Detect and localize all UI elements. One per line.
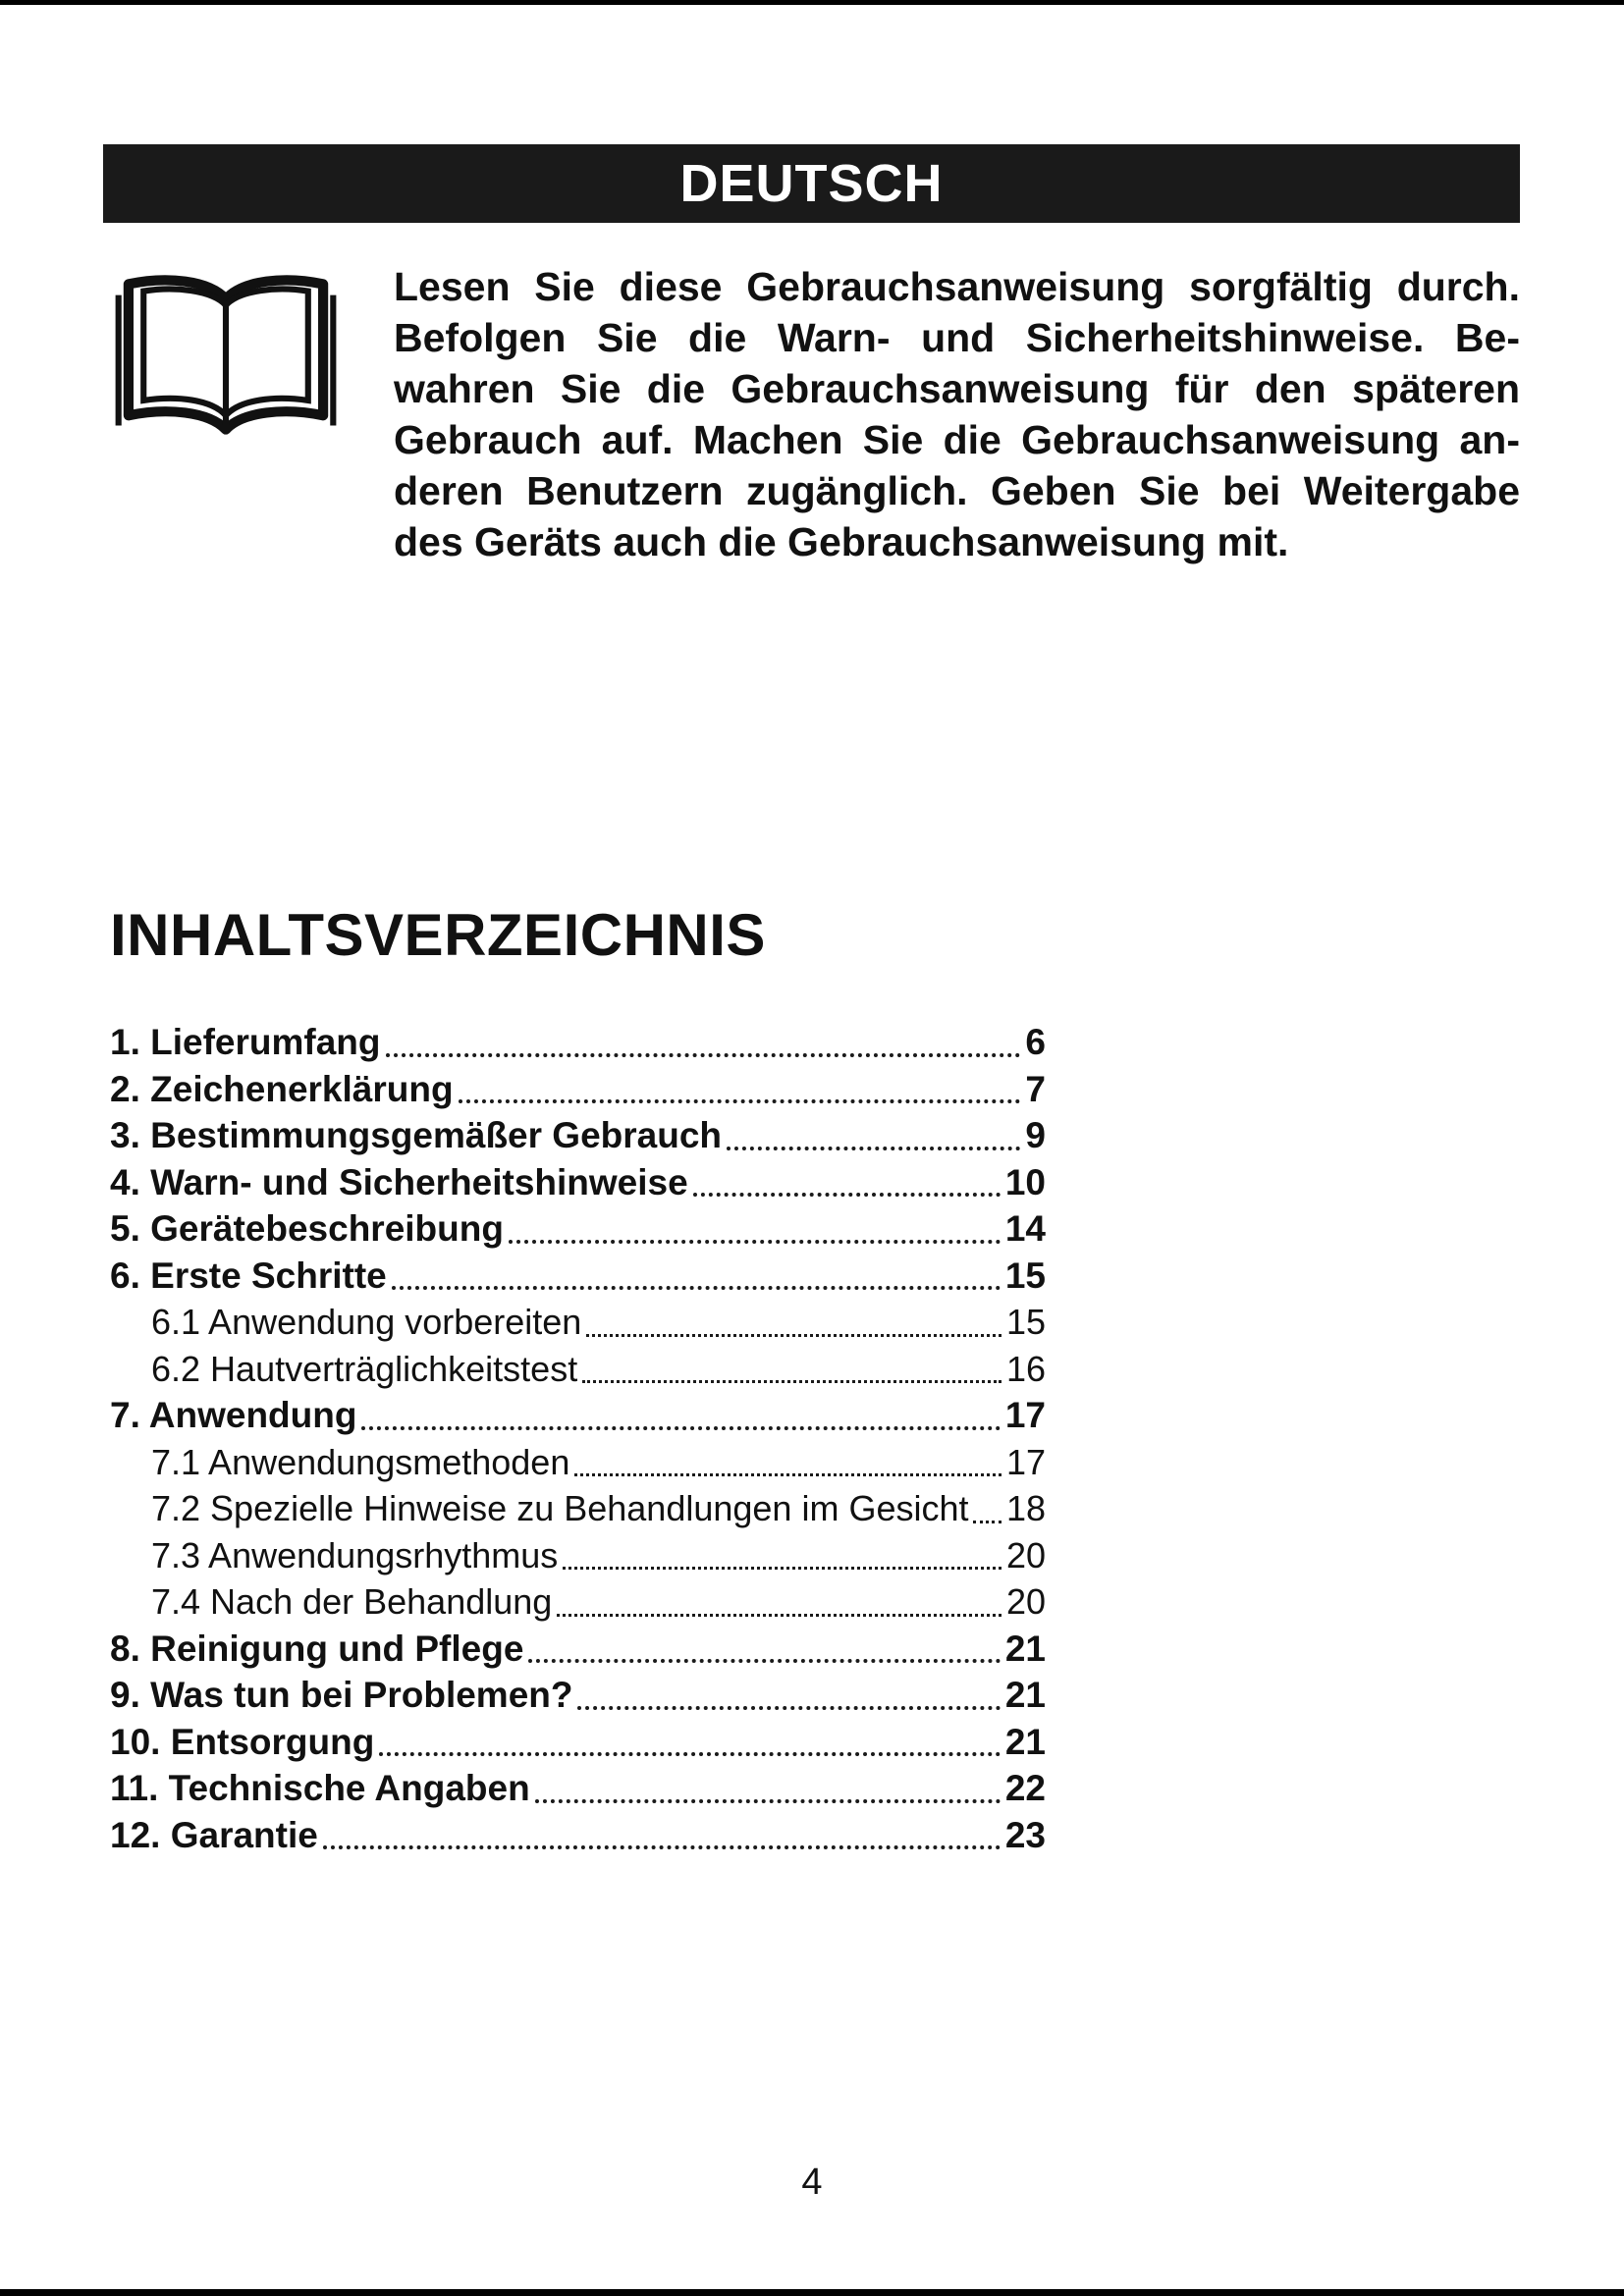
toc-entry-page: 15 [1004, 1255, 1046, 1296]
page-number: 4 [801, 2162, 823, 2203]
toc-entry-label: 8. Reinigung und Pflege [110, 1628, 524, 1669]
toc-entry-page: 21 [1004, 1675, 1046, 1715]
language-banner-title: DEUTSCH [679, 154, 944, 213]
toc-entry-label: 6.2 Hautverträglichkeitstest [151, 1348, 578, 1389]
toc-dot-leader [581, 1299, 1006, 1346]
toc-entry-label: 7.2 Spezielle Hinweise zu Behandlungen im Gesicht [151, 1488, 969, 1528]
toc-entry-label: 4. Warn- und Sicherheitshinweise [110, 1161, 688, 1202]
toc-entry [110, 1439, 1046, 1486]
toc-dot-leader [530, 1765, 1005, 1812]
intro-section [103, 261, 1520, 567]
toc-entry-label: 3. Bestimmungsgemäßer Gebrauch [110, 1115, 723, 1155]
toc-dot-leader [968, 1485, 1005, 1532]
toc-entry-label: 7.1 Anwendungsmethoden [151, 1441, 570, 1482]
toc-entry [110, 1485, 1046, 1532]
toc-dot-leader [572, 1672, 1004, 1719]
toc-entry [110, 1299, 1046, 1346]
intro-paragraph [394, 261, 1520, 567]
toc-entry-page: 15 [1005, 1302, 1046, 1342]
toc-dot-leader [381, 1019, 1026, 1066]
toc-entry-label: 2. Zeichenerklärung [110, 1068, 454, 1109]
toc-dot-leader [569, 1439, 1006, 1486]
toc-entry [110, 1112, 1046, 1159]
toc-entry [110, 1532, 1046, 1579]
toc-entry-page: 17 [1005, 1441, 1046, 1482]
toc-entry-label: 6.1 Anwendung vorbereiten [151, 1302, 582, 1342]
toc-entry-page: 20 [1005, 1581, 1046, 1622]
toc-entry-page: 21 [1004, 1721, 1046, 1762]
toc-entry-label: 7. Anwendung [110, 1395, 357, 1435]
toc-entry-page: 6 [1025, 1022, 1046, 1062]
toc-entry [110, 1392, 1046, 1439]
toc-dot-leader [318, 1812, 1005, 1859]
toc-entry [110, 1578, 1046, 1626]
toc-entry-page: 23 [1004, 1814, 1046, 1855]
intro-line: des Geräts auch die Gebrauchsanweisung mit. [394, 519, 1289, 564]
toc-entry-label: 12. Garantie [110, 1814, 318, 1855]
toc-entry [110, 1066, 1046, 1113]
toc-entry-page: 22 [1004, 1768, 1046, 1808]
language-banner [103, 144, 1520, 223]
toc-entry-page: 10 [1004, 1161, 1046, 1202]
toc-entry-page: 7 [1025, 1068, 1046, 1109]
intro-line: deren Benutzern zugänglich. Geben Sie bei Weitergabe [394, 468, 1520, 513]
toc-entry [110, 1253, 1046, 1300]
toc-dot-leader [722, 1112, 1025, 1159]
toc-dot-leader [558, 1532, 1006, 1579]
scan-edge-top [0, 0, 1624, 5]
toc-entry-label: 9. Was tun bei Problemen? [110, 1675, 573, 1715]
toc-entry-label: 6. Erste Schritte [110, 1255, 387, 1296]
open-book-icon [103, 261, 349, 567]
toc-entry [110, 1626, 1046, 1673]
toc-dot-leader [454, 1066, 1026, 1113]
toc-entry-page: 18 [1005, 1488, 1046, 1528]
toc-dot-leader [374, 1719, 1005, 1766]
toc-list [110, 1019, 1046, 1858]
intro-line: Lesen Sie diese Gebrauchsanweisung sorgfältig durch. [394, 264, 1520, 309]
toc-entry-label: 11. Technische Angaben [110, 1768, 530, 1808]
toc-dot-leader [552, 1578, 1006, 1626]
toc-entry [110, 1812, 1046, 1859]
toc-entry-page: 21 [1004, 1628, 1046, 1669]
toc-entry [110, 1672, 1046, 1719]
toc-dot-leader [577, 1346, 1006, 1393]
toc-entry [110, 1765, 1046, 1812]
toc-entry [110, 1205, 1046, 1253]
toc-dot-leader [523, 1626, 1004, 1673]
toc-entry-page: 17 [1004, 1395, 1046, 1435]
toc-dot-leader [688, 1159, 1005, 1206]
toc-entry-page: 9 [1025, 1115, 1046, 1155]
toc-entry-page: 20 [1005, 1534, 1046, 1575]
toc-entry-page: 14 [1004, 1208, 1046, 1249]
toc-title: INHALTSVERZEICHNIS [110, 902, 766, 968]
toc-entry [110, 1019, 1046, 1066]
toc-entry-page: 16 [1005, 1348, 1046, 1389]
toc-entry [110, 1346, 1046, 1393]
toc-entry-label: 1. Lieferumfang [110, 1022, 381, 1062]
toc-entry-label: 7.4 Nach der Behandlung [151, 1581, 553, 1622]
intro-line: Gebrauch auf. Machen Sie die Gebrauchsanweisung an- [394, 417, 1520, 462]
toc-entry [110, 1159, 1046, 1206]
toc-dot-leader [387, 1253, 1005, 1300]
toc-entry-label: 7.3 Anwendungsrhythmus [151, 1534, 559, 1575]
toc-entry [110, 1719, 1046, 1766]
intro-line: wahren Sie die Gebrauchsanweisung für den späteren [394, 366, 1520, 411]
scan-edge-bottom [0, 2289, 1624, 2296]
toc-dot-leader [504, 1205, 1005, 1253]
toc-dot-leader [356, 1392, 1004, 1439]
intro-line: Befolgen Sie die Warn- und Sicherheitshinweise. Be- [394, 315, 1520, 360]
toc-entry-label: 10. Entsorgung [110, 1721, 375, 1762]
toc-entry-label: 5. Gerätebeschreibung [110, 1208, 504, 1249]
